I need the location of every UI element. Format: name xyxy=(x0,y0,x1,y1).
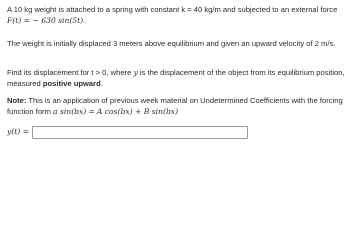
forcing-form-equals: = xyxy=(88,106,95,116)
problem-intro-text: A 10 kg weight is attached to a spring with constant k = 40 kg/m and subjected to an external force xyxy=(7,5,338,14)
answer-label: y(t) = xyxy=(7,126,30,136)
force-expression: F(t) = − 630 sin(5t) xyxy=(7,15,84,25)
note-label: Note: xyxy=(7,96,27,105)
task-text-start: Find its displacement for t > 0, where xyxy=(7,68,132,77)
positive-upward-emphasis: positive upward xyxy=(42,78,101,88)
note-paragraph xyxy=(7,96,345,117)
forcing-form-right: A cos(bx) + B sin(bx) xyxy=(96,106,179,116)
y-symbol: y xyxy=(133,68,138,77)
initial-conditions: The weight is initially displaced 3 meters above equilibrium and given an upward velocity of 2 m/s. xyxy=(7,39,336,48)
task-text-end: . xyxy=(100,78,103,88)
task-text-middle: is the displacement of the object from its equilibrium position, measured xyxy=(7,68,345,88)
answer-row xyxy=(7,125,248,139)
problem-intro-period: . xyxy=(83,15,86,25)
task-statement xyxy=(7,68,345,89)
problem-statement xyxy=(7,5,345,26)
answer-input[interactable] xyxy=(32,126,248,139)
note-text: This is an application of previous week material on Undetermined Coefficients with the forcing function form xyxy=(7,96,343,116)
forcing-form-left: a sin(bx) xyxy=(53,106,87,116)
